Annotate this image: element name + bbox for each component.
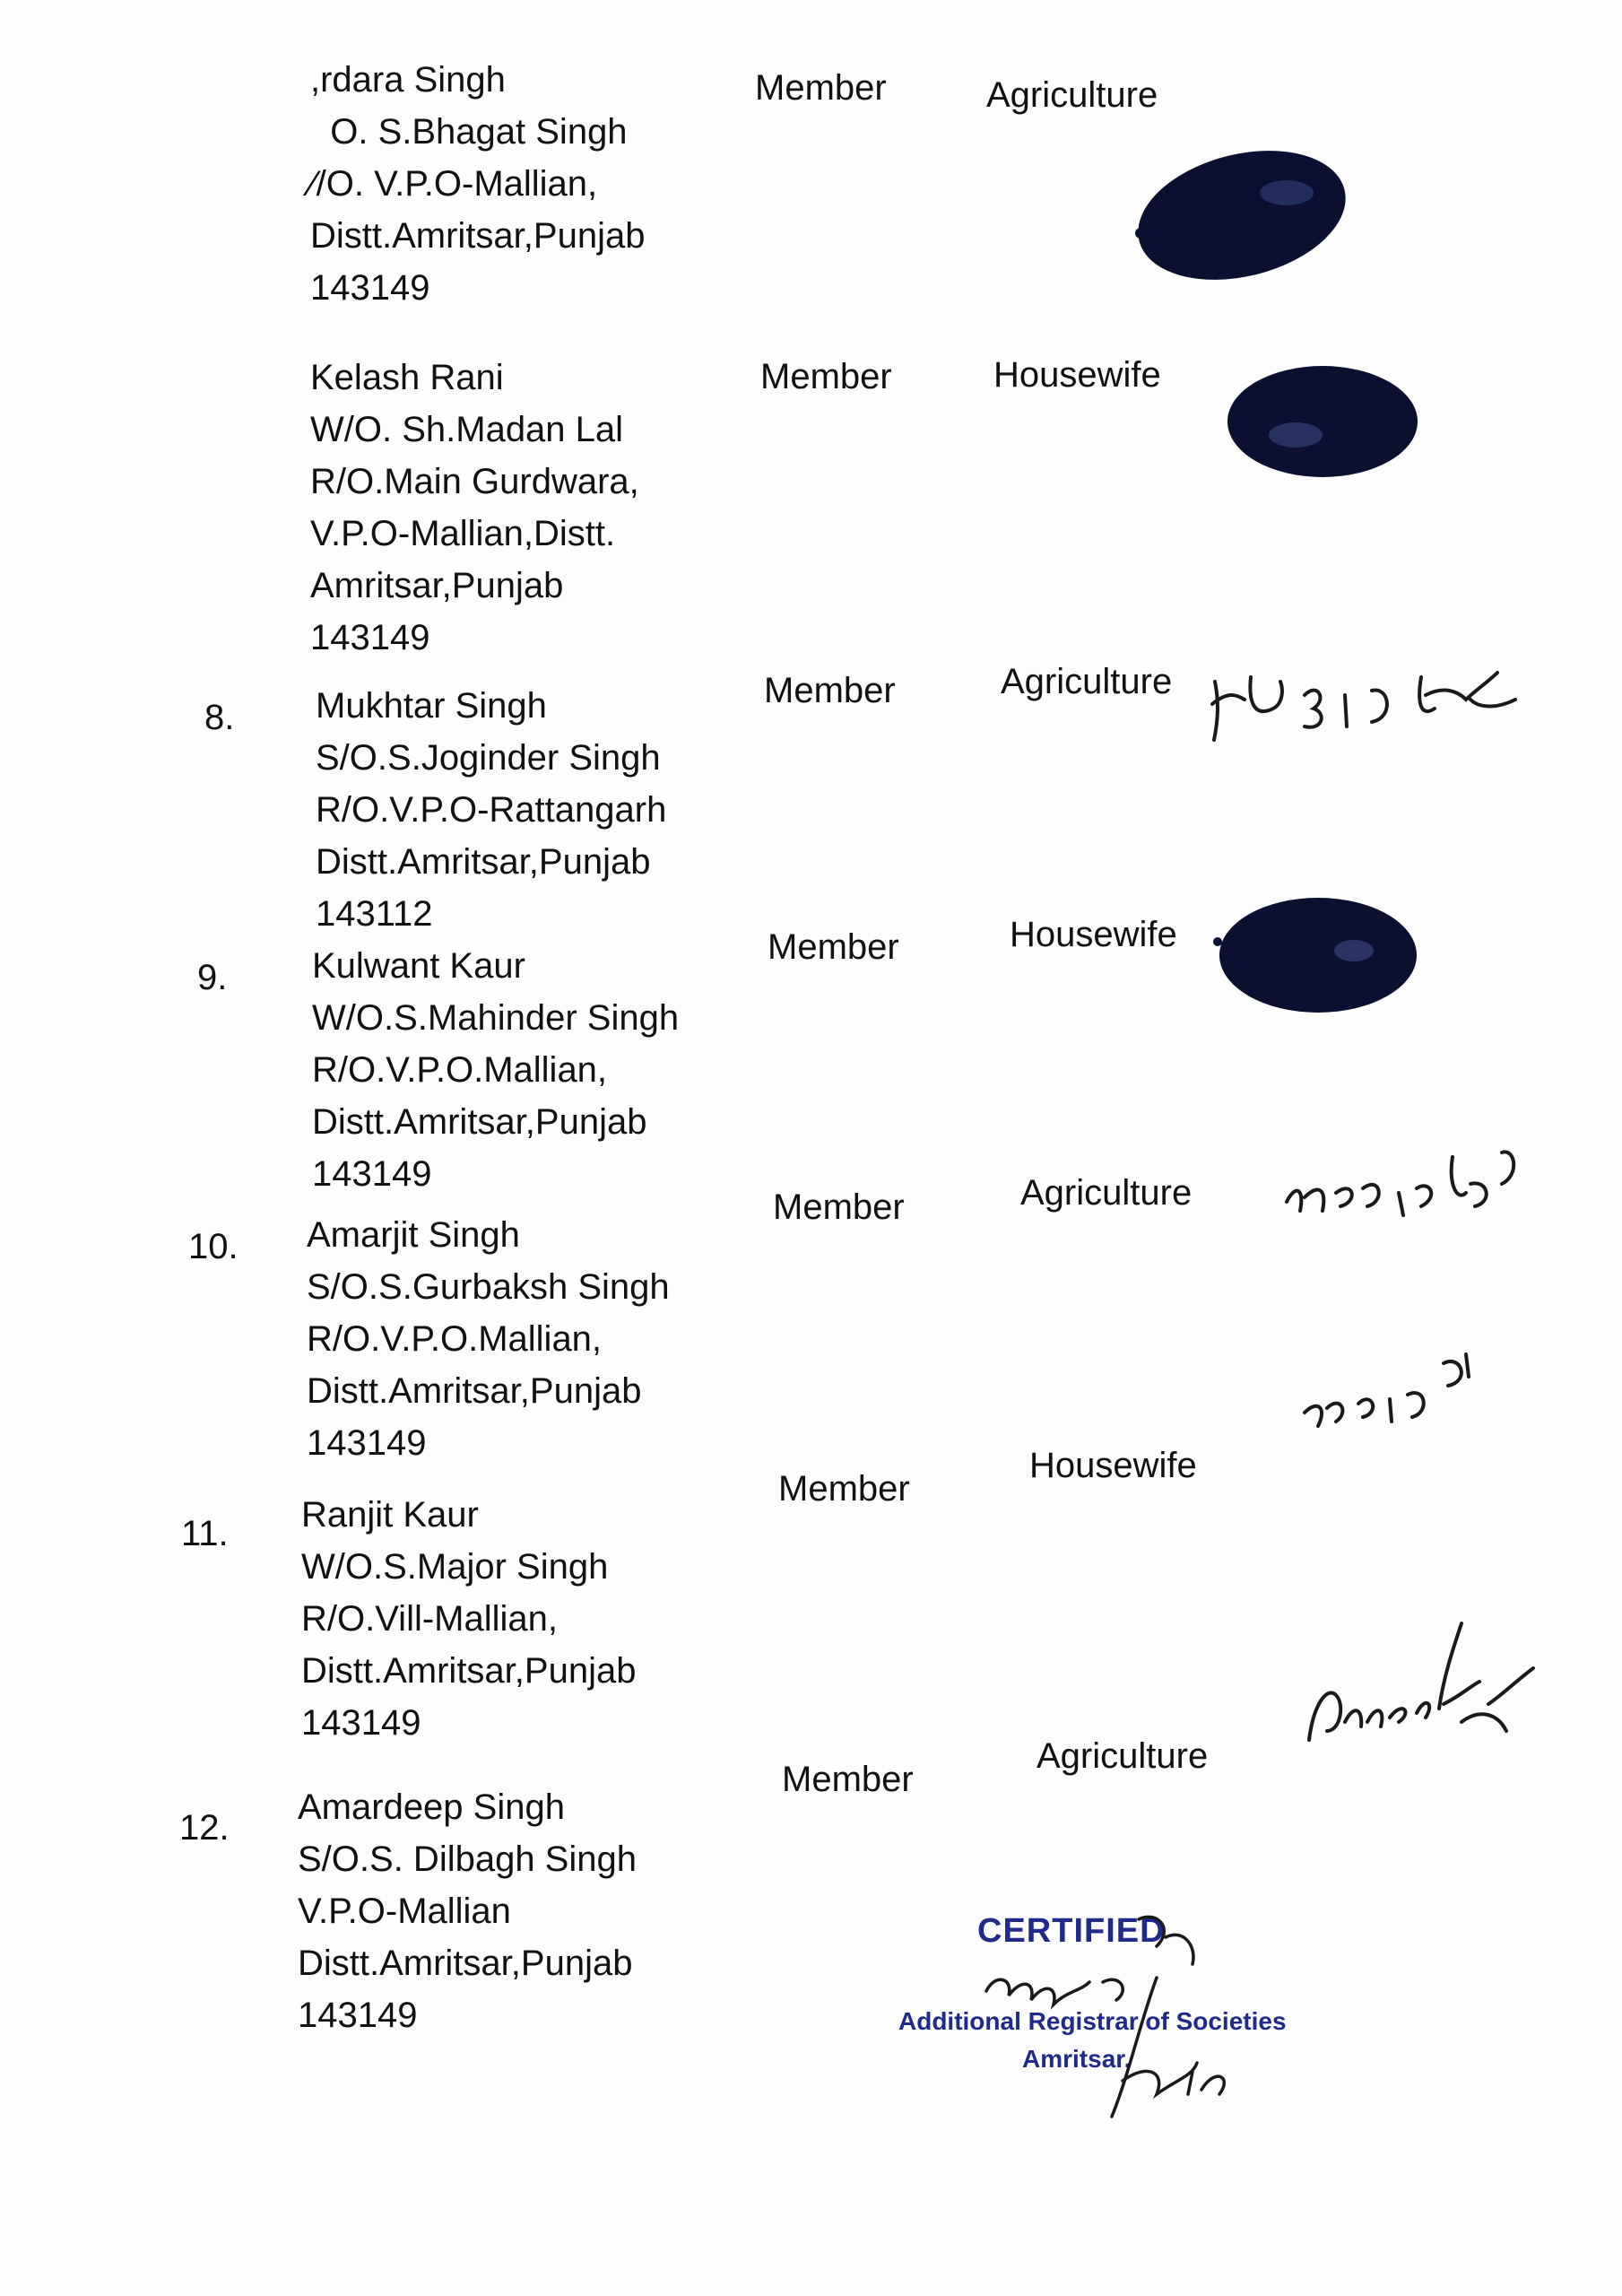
address-line: 143149	[310, 268, 430, 308]
occupation: Agriculture	[1020, 1173, 1193, 1213]
signature-icon	[1273, 1139, 1560, 1238]
address-line: R/O.Main Gurdwara,	[310, 462, 639, 501]
occupation: Housewife	[1010, 915, 1177, 954]
signature-icon	[1291, 1596, 1560, 1758]
occupation: Housewife	[1029, 1446, 1197, 1485]
member-address	[310, 54, 645, 314]
member-address	[298, 1781, 637, 2041]
address-line: R/O.V.P.O.Mallian,	[312, 1050, 608, 1090]
stamp-city-line: Amritsar.	[1022, 2045, 1132, 2073]
occupation: Agriculture	[1037, 1736, 1209, 1776]
designation: Member	[764, 671, 896, 710]
address-line: Distt.Amritsar,Punjab	[310, 216, 646, 256]
address-line: Kulwant Kaur	[312, 946, 525, 986]
address-line: S/O.S.Joginder Singh	[316, 738, 661, 778]
address-line: S/O.S.Gurbaksh Singh	[307, 1267, 670, 1307]
address-line: R/O.Vill-Mallian,	[301, 1599, 558, 1639]
address-line: W/O.S.Mahinder Singh	[312, 998, 680, 1038]
thumb-impression-icon	[1210, 888, 1426, 1022]
serial-number: 11.	[181, 1514, 229, 1553]
address-line: 143149	[298, 1996, 418, 2035]
official-signature-icon	[888, 1901, 1300, 2135]
address-line: V.P.O-Mallian	[298, 1892, 511, 1931]
address-line: Distt.Amritsar,Punjab	[301, 1651, 637, 1691]
address-line: Amarjit Singh	[307, 1215, 520, 1255]
address-line: ,rdara Singh	[310, 60, 506, 100]
address-line: Distt.Amritsar,Punjab	[307, 1371, 642, 1411]
member-address	[310, 352, 639, 664]
serial-number: 10.	[188, 1227, 239, 1266]
address-line: R/O.V.P.O.Mallian,	[307, 1319, 603, 1359]
address-line: W/O.S.Major Singh	[301, 1547, 609, 1587]
certification-stamp	[888, 1901, 1300, 2135]
address-line: 143149	[310, 618, 430, 657]
signature-icon	[1291, 1336, 1506, 1453]
member-address	[312, 940, 679, 1200]
address-line: Amardeep Singh	[298, 1787, 565, 1827]
address-line: O. S.Bhagat Singh	[310, 112, 628, 152]
address-line: S/O.S. Dilbagh Singh	[298, 1839, 637, 1879]
address-line: Ranjit Kaur	[301, 1495, 479, 1535]
designation: Member	[778, 1469, 910, 1509]
stamp-registrar-line: Additional Registrar of Societies	[898, 2007, 1287, 2035]
address-line: Amritsar,Punjab	[310, 566, 564, 605]
address-line: 143149	[301, 1703, 421, 1743]
address-line: Kelash Rani	[310, 358, 504, 397]
address-line: Mukhtar Singh	[316, 686, 547, 726]
serial-number: 8.	[204, 698, 235, 737]
address-line: V.P.O-Mallian,Distt.	[310, 514, 616, 553]
address-line: Distt.Amritsar,Punjab	[312, 1102, 647, 1142]
designation: Member	[782, 1760, 914, 1799]
address-line: R/O.V.P.O-Rattangarh	[316, 790, 667, 830]
address-line: Distt.Amritsar,Punjab	[298, 1944, 633, 1983]
designation: Member	[755, 68, 887, 108]
designation: Member	[773, 1187, 905, 1227]
address-line: 143149	[307, 1423, 427, 1463]
signature-icon	[1201, 655, 1560, 753]
address-line: 143149	[312, 1154, 432, 1194]
thumb-impression-icon	[1219, 359, 1426, 493]
address-line: Distt.Amritsar,Punjab	[316, 842, 651, 882]
serial-number: 12.	[179, 1808, 230, 1848]
member-address	[301, 1489, 636, 1749]
address-line: 143112	[316, 894, 433, 934]
address-line: W/O. Sh.Madan Lal	[310, 410, 624, 449]
thumb-impression-icon	[1130, 144, 1363, 296]
occupation: Agriculture	[1001, 662, 1173, 701]
address-line: ⁄/O. V.P.O-Mallian,	[310, 164, 598, 204]
stamp-certified-label: CERTIFIED	[977, 1912, 1166, 1950]
designation: Member	[768, 927, 899, 967]
member-address	[307, 1209, 670, 1469]
member-address	[316, 680, 666, 940]
serial-number: 9.	[197, 958, 228, 997]
occupation: Housewife	[993, 355, 1161, 395]
occupation: Agriculture	[986, 75, 1158, 115]
designation: Member	[760, 357, 892, 396]
